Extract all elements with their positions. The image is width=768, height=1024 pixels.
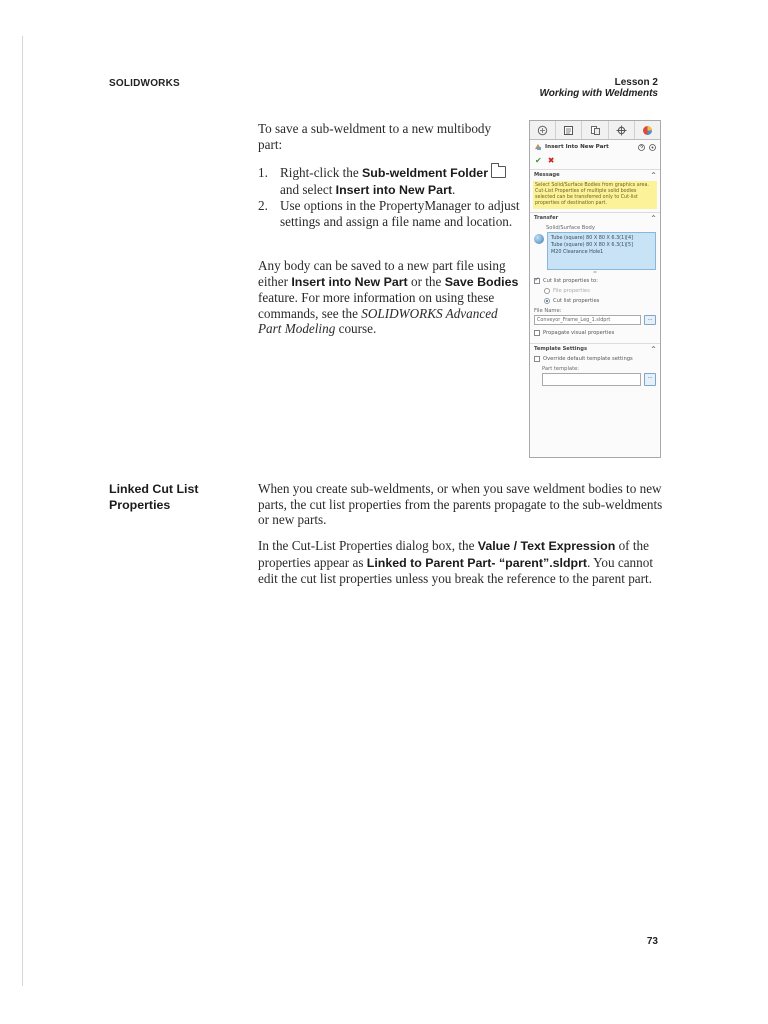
chevron-up-icon: ^ [650, 171, 656, 179]
part-template-label: Part template: [542, 366, 580, 372]
para-bold: Save Bodies [444, 274, 519, 289]
step-text: and select [280, 181, 336, 197]
step-bold-folder: Sub-weldment Folder [362, 166, 489, 180]
para-bold: Insert into New Part [291, 274, 408, 289]
pm-tabs [530, 121, 660, 140]
step-text: Use options in the PropertyManager to adjust settings and assign a file name and location. [280, 198, 520, 229]
tab-property-manager[interactable] [556, 121, 582, 139]
step-number: 1. [258, 165, 268, 180]
folder-icon [491, 166, 506, 178]
ok-button[interactable]: ✔ [535, 155, 542, 165]
override-checkbox[interactable] [534, 356, 540, 362]
para-text: feature. For more information on using these commands, see the [258, 290, 495, 321]
bodies-selector [530, 232, 660, 270]
para-text: . You cannot edit the cut list properties unless you break the reference to the parent part. [258, 554, 654, 586]
step-text: . [452, 181, 456, 197]
configuration-icon [590, 125, 601, 136]
para-text: of the properties appear as [258, 538, 649, 570]
header-product: SOLIDWORKS [109, 78, 180, 89]
step-1 [258, 165, 520, 198]
template-section-header[interactable] [530, 343, 660, 354]
bodies-list[interactable] [547, 232, 656, 270]
bodies-label: Solid/Surface Body [546, 225, 595, 231]
lesson-number: Lesson 2 [614, 77, 658, 88]
insert-new-part-icon [534, 143, 542, 151]
body-paragraph [258, 538, 663, 587]
para-text: In the Cut-List Properties dialog box, the [258, 538, 478, 553]
filename-label: File Name: [534, 308, 562, 314]
override-checkbox-row[interactable] [530, 354, 660, 364]
cancel-button[interactable]: ✖ [547, 155, 555, 165]
step-text: Right-click the [280, 165, 363, 180]
cutlist-checkbox[interactable] [534, 278, 540, 284]
step-bold-command: Insert into New Part [335, 182, 453, 197]
list-item[interactable]: Tube (square) 80 X 80 X 6.3(1)[4] [551, 235, 634, 241]
para-text: course. [335, 321, 377, 336]
list-item[interactable]: Tube (square) 80 X 80 X 6.3(1)[5] [551, 242, 634, 248]
course-title: SOLIDWORKS Advanced Part Modeling [258, 305, 498, 336]
chevron-up-icon: ^ [650, 345, 656, 353]
tab-feature-manager[interactable] [530, 121, 556, 139]
para-bold: Value / Text Expression [477, 539, 616, 553]
filename-field[interactable]: Conveyor_Frame_Leg_1.sldprt [534, 315, 641, 325]
tab-configuration-manager[interactable] [582, 121, 608, 139]
pm-actions [530, 154, 660, 166]
section-title: Template Settings [534, 346, 588, 352]
propagate-checkbox[interactable] [534, 330, 540, 336]
solid-body-icon [534, 234, 544, 244]
page-margin-rule [22, 36, 23, 986]
propagate-checkbox-row[interactable] [530, 328, 660, 338]
para-text: or the [407, 273, 445, 289]
message-section-header[interactable] [530, 169, 660, 180]
radio-label: File properties [553, 288, 590, 294]
body-paragraph [258, 258, 520, 337]
part-template-field[interactable] [542, 373, 641, 386]
step-number: 2. [258, 198, 268, 213]
browse-button[interactable]: ... [644, 315, 656, 325]
radio-file-properties[interactable] [530, 286, 660, 296]
page-number: 73 [646, 936, 658, 947]
cutlist-checkbox-row[interactable] [530, 276, 660, 286]
header-lesson [539, 77, 658, 99]
tab-dimxpert[interactable] [609, 121, 635, 139]
pm-title-bar [530, 140, 660, 154]
steps-list [258, 165, 520, 229]
pm-help [638, 144, 656, 151]
property-manager-panel [529, 120, 661, 458]
section-heading: Linked Cut List Properties [109, 482, 199, 512]
filename-row [530, 315, 660, 325]
list-item[interactable]: M20 Clearance Hole1 [551, 249, 604, 255]
list-resize-handle[interactable]: = [592, 270, 598, 276]
section-title: Transfer [534, 215, 559, 221]
intro-paragraph: To save a sub-weldment to a new multibody part: [258, 121, 492, 152]
message-box: Select Solid/Surface Bodies from graphics area. Cut-List Properties of multiple solid bodies selected can be transferred only to Cut-list properties of destination part. [533, 181, 657, 209]
pm-title: Insert Into New Part [545, 144, 609, 150]
detailed-preview-icon[interactable] [649, 144, 656, 151]
appearance-pie-icon [642, 125, 653, 136]
tab-display-manager[interactable] [635, 121, 660, 139]
checkbox-label: Propagate visual properties [543, 330, 615, 336]
lesson-title: Working with Weldments [539, 88, 658, 99]
chevron-up-icon: ^ [650, 214, 656, 222]
para-bold: Linked to Parent Part- “parent”.sldprt [366, 555, 588, 570]
section-title: Message [534, 172, 560, 178]
radio-label: Cut list properties [553, 298, 600, 304]
radio-button[interactable] [544, 288, 550, 294]
feature-tree-icon [537, 125, 548, 136]
para-text: Any body can be saved to a new part file using either [258, 258, 506, 289]
step-2 [258, 198, 520, 229]
crosshair-icon [616, 125, 627, 136]
help-icon[interactable] [638, 144, 645, 151]
body-paragraph: When you create sub-weldments, or when you save weldment bodies to new parts, the cut list properties from the parents propagate to the sub-weldments or new parts. [258, 481, 663, 527]
transfer-section-header[interactable] [530, 212, 660, 223]
property-list-icon [563, 125, 574, 136]
checkbox-label: Override default template settings [543, 356, 633, 362]
radio-cutlist-properties[interactable] [530, 296, 660, 306]
part-template-row [530, 373, 660, 386]
radio-button[interactable] [544, 298, 550, 304]
checkbox-label: Cut list properties to: [543, 278, 598, 284]
browse-button[interactable]: ... [644, 373, 656, 386]
